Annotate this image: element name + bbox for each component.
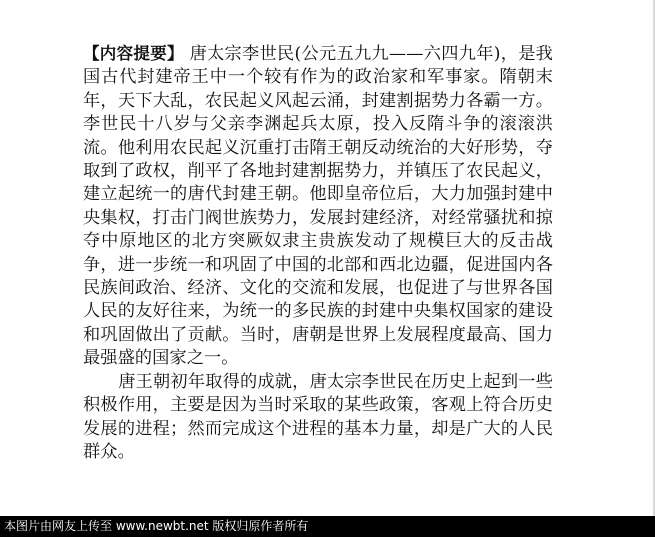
summary-paragraph-1-text: 唐太宗李世民(公元五九九——六四九年)，是我国古代封建帝王中一个较有作为的政治家和军事家。隋朝末年，天下大乱，农民起义风起云涌，封建割据势力各霸一方。李世民十八岁与父亲李渊起兵太原，投入反隋斗争的滚滚洪流。他利用农民起义沉重打击隋王朝反动统治的大好形势，夺取到了政权，削平了各地封建割据势力，并镇压了农民起义，建立起统一的唐代封建王朝。他即皇帝位后，大力加强封建中央集权，打击门阀世族势力，发展封建经济，对经常骚扰和掠夺中原地区的北方突厥奴隶主贵族发动了规模巨大的反击战争，进一步统一和巩固了中国的北部和西北边疆，促进国内各民族间政治、经济、文化的交流和发展，也促进了与世界各国人民的友好往来，为统一的多民族的封建中央集权国家的建设和巩固做出了贡献。当时，唐朝是世界上发展程度最高、国力最强盛的国家之一。 [83, 44, 553, 369]
watermark-footer-bar [0, 516, 655, 537]
watermark-text: 本图片由网友上传至 www.newbt.net 版权归原作者所有 [4, 519, 309, 533]
summary-heading-tag: 【内容提要】 [83, 44, 184, 63]
summary-paragraph-2: 唐王朝初年取得的成就，唐太宗李世民在历史上起到一些积极作用，主要是因为当时采取的某些政策，客观上符合历史发展的进程；然而完成这个进程的基本力量，却是广大的人民群众。 [83, 371, 553, 462]
summary-text-block [83, 42, 553, 464]
top-edge [0, 0, 655, 3]
summary-paragraph-1 [83, 42, 553, 371]
